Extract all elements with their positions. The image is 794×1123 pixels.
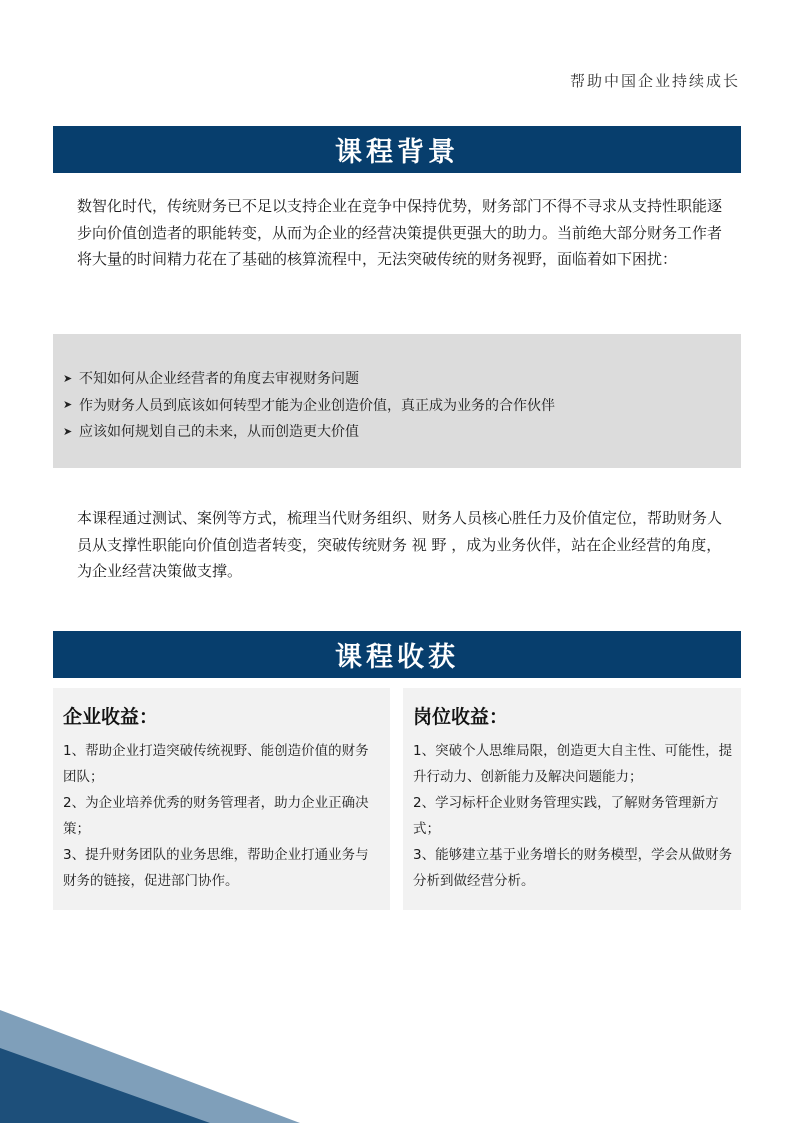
section-title-gains: 课程收获 bbox=[53, 631, 741, 678]
background-intro-paragraph: 数智化时代，传统财务已不足以支持企业在竞争中保持优势，财务部门不得不寻求从支持性职能逐步向价值创造者的职能转变，从而为企业的经营决策提供更强大的助力。当前绝大部分财务工作者将大量的时间精力花在了基础的核算流程中，无法突破传统的财务视野，面临着如下困扰： bbox=[77, 197, 723, 268]
pain-point-item bbox=[63, 418, 741, 445]
enterprise-benefits-card bbox=[53, 688, 390, 910]
corner-decoration bbox=[0, 1010, 340, 1123]
enterprise-benefit-item: 3、提升财务团队的业务思维，帮助企业打通业务与财务的链接，促进部门协作。 bbox=[63, 847, 369, 889]
enterprise-benefits-title: 企业收益： bbox=[63, 706, 159, 728]
pain-points-box bbox=[53, 334, 741, 468]
enterprise-benefit-item: 2、为企业培养优秀的财务管理者，助力企业正确决策； bbox=[63, 795, 369, 837]
position-benefits-card bbox=[403, 688, 741, 910]
header-tagline: 帮助中国企业持续成长 bbox=[569, 72, 740, 90]
section-title-background: 课程背景 bbox=[53, 126, 741, 173]
pain-point-item bbox=[63, 365, 741, 392]
pain-point-text: 应该如何规划自己的未来，从而创造更大价值 bbox=[79, 424, 359, 441]
background-summary-paragraph: 本课程通过测试、案例等方式，梳理当代财务组织、财务人员核心胜任力及价值定位，帮助财务人员从支撑性职能向价值创造者转变，突破传统财务 视 野 ，成为业务伙伴，站在企业经营的角度，为企业经营决策做支撑。 bbox=[77, 509, 723, 580]
arrow-bullet-icon: ➤ bbox=[63, 424, 73, 438]
pain-point-text: 不知如何从企业经营者的角度去审视财务问题 bbox=[79, 371, 359, 388]
pain-point-item bbox=[63, 392, 741, 419]
position-benefit-item: 3、能够建立基于业务增长的财务模型，学会从做财务分析到做经营分析。 bbox=[413, 847, 733, 889]
enterprise-benefit-item: 1、帮助企业打造突破传统视野、能创造价值的财务团队； bbox=[63, 743, 369, 785]
arrow-bullet-icon: ➤ bbox=[63, 371, 73, 385]
pain-point-text: 作为财务人员到底该如何转型才能为企业创造价值，真正成为业务的合作伙伴 bbox=[79, 397, 555, 414]
position-benefits-title: 岗位收益： bbox=[413, 706, 509, 728]
position-benefit-item: 1、突破个人思维局限，创造更大自主性、可能性，提升行动力、创新能力及解决问题能力； bbox=[413, 743, 733, 785]
position-benefit-item: 2、学习标杆企业财务管理实践，了解财务管理新方式； bbox=[413, 795, 719, 837]
arrow-bullet-icon: ➤ bbox=[63, 398, 73, 412]
